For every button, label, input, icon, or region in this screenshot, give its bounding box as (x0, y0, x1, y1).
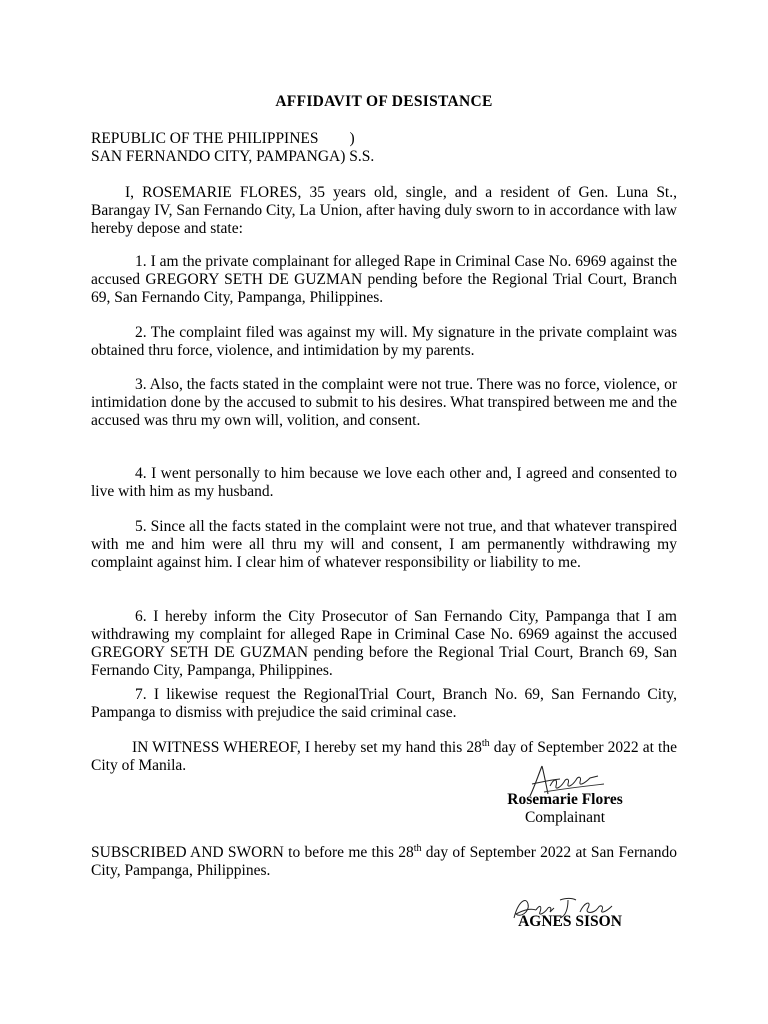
witness-text-end: day of September 2022 at the City of Manila. (91, 739, 677, 774)
notary-name: AGNES SISON (518, 913, 622, 930)
witness-ordinal-suffix: th (481, 737, 490, 749)
jurat-ordinal-suffix: th (413, 842, 422, 854)
paragraph-7: 7. I likewise request the RegionalTrial Court, Branch No. 69, San Fernando City, Pampanga to dismiss with prejudice the said criminal case. (91, 686, 677, 721)
paragraph-1: 1. I am the private complainant for alleged Rape in Criminal Case No. 6969 against the accused GREGORY SETH DE GUZMAN pending before the Regional Trial Court, Branch 69, San Fernando City, Pampanga, Philippines. (91, 253, 677, 306)
complainant-name: Rosemarie Flores (507, 791, 623, 808)
document-title: AFFIDAVIT OF DESISTANCE (275, 93, 493, 110)
paragraph-4: 4. I went personally to him because we love each other and, I agreed and consented to live with him as my husband. (91, 465, 677, 500)
paragraph-2: 2. The complaint filed was against my will. My signature in the private complaint was obtained thru force, violence, and intimidation by my parents. (91, 324, 677, 359)
venue-block (91, 130, 691, 166)
notary-signature-block (470, 892, 670, 937)
complainant-signature-block (470, 762, 660, 832)
paragraph-3: 3. Also, the facts stated in the complaint were not true. There was no force, violence, or intimidation done by the accused to submit to his desires. What transpired between me and the accused was thru my own will, volition, and consent. (91, 376, 677, 429)
paragraph-6: 6. I hereby inform the City Prosecutor of San Fernando City, Pampanga that I am withdrawing my complaint for alleged Rape in Criminal Case No. 6969 against the accused GREGORY SETH DE GUZMAN pending before the Regional Trial Court, Branch 69, San Fernando City, Pampanga, Philippines. (91, 608, 677, 679)
paragraph-5: 5. Since all the facts stated in the complaint were not true, and that whatever transpired with me and him were all thru my will and consent, I am permanently withdrawing my complaint against him. I clear him of whatever responsibility or liability to me. (91, 518, 677, 571)
jurat-text-end: day of September 2022 at San Fernando City, Pampanga, Philippines. (91, 844, 677, 879)
jurat-text-start: SUBSCRIBED AND SWORN to before me this 28 (91, 844, 414, 861)
venue-line-city: SAN FERNANDO CITY, PAMPANGA) S.S. (91, 148, 375, 165)
complainant-role: Complainant (524, 809, 606, 826)
intro-paragraph: I, ROSEMARIE FLORES, 35 years old, single, and a resident of Gen. Luna St., Barangay IV, San Fernando City, La Union, after having duly sworn to in accordance with law hereby depose and state: (91, 184, 677, 237)
witness-text-start: IN WITNESS WHEREOF, I hereby set my hand this 28 (132, 739, 482, 756)
jurat-paragraph (91, 844, 677, 880)
venue-line-republic: REPUBLIC OF THE PHILIPPINES ) (91, 130, 355, 147)
